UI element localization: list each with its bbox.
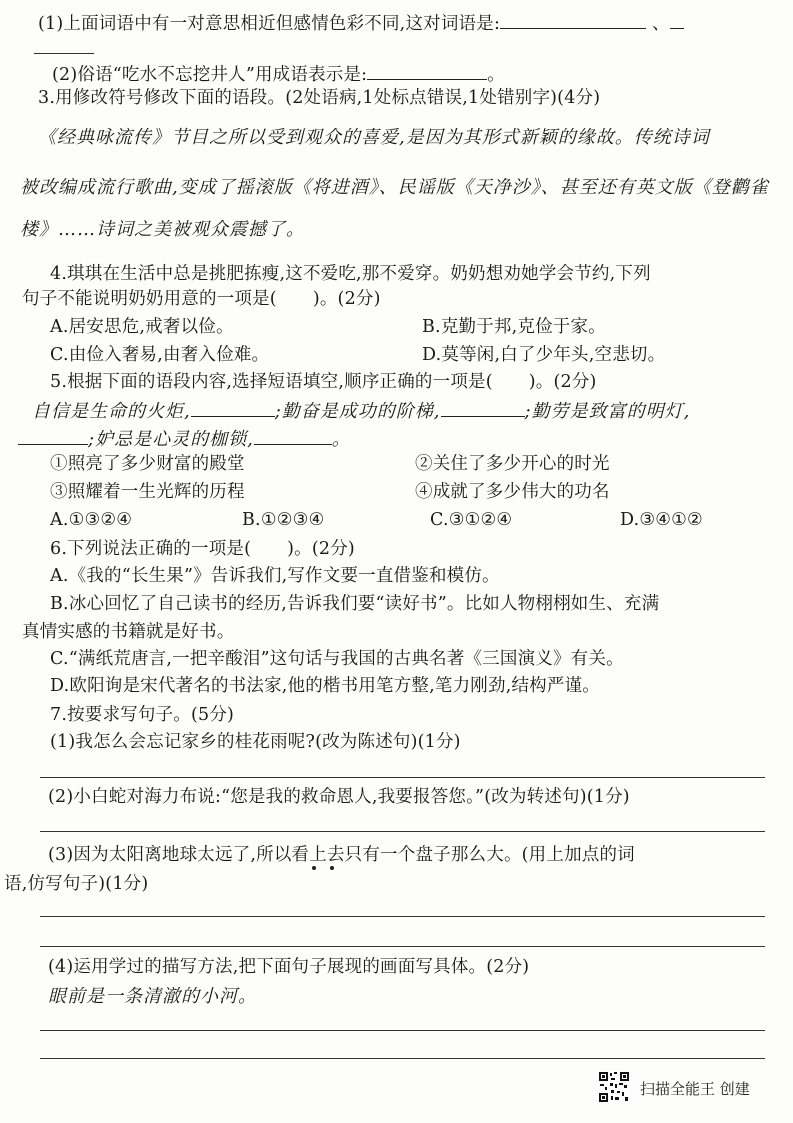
- synonym-question: (1)上面词语中有一对意思相近但感情色彩不同,这对词语是: 、: [38, 10, 684, 36]
- q7-sub4-sentence: 眼前是一条清澈的小河。: [48, 986, 257, 1007]
- q5-passage-line: ;妒忌是心灵的枷锁, 。: [18, 426, 351, 452]
- q5-passage-line: 自信是生命的火炬, ;勤奋是成功的阶梯, ;勤劳是致富的明灯,: [32, 398, 690, 424]
- q6-option-a: A.《我的“长生果”》告诉我们,写作文要一直借鉴和模仿。: [50, 566, 500, 586]
- q5-option-b: B.①②③④: [242, 510, 325, 530]
- q4-option-d: D.莫等闲,白了少年头,空悲切。: [422, 345, 666, 365]
- q4-prompt-line2: 句子不能说明奶奶用意的一项是( )。(2分): [22, 289, 381, 309]
- footer-watermark: 扫描全能王 创建: [640, 1080, 750, 1098]
- q5-phrase: ②关住了多少开心的时光: [415, 454, 610, 474]
- q4-option-c: C.由俭入奢易,由奢入俭难。: [50, 345, 270, 365]
- q7-sub4: (4)运用学过的描写方法,把下面句子展现的画面写具体。(2分): [48, 957, 530, 977]
- emphasis-dot: [312, 866, 316, 870]
- qr-code-icon: [598, 1071, 630, 1103]
- q3-passage-line: 《经典咏流传》节目之所以受到观众的喜爱,是因为其形式新颖的缘故。传统诗词: [38, 127, 710, 148]
- answer-line[interactable]: [34, 53, 94, 54]
- q7-prompt: 7.按要求写句子。(5分): [50, 705, 235, 725]
- answer-blank[interactable]: [367, 61, 487, 80]
- q4-option-b: B.克勤于邦,克俭于家。: [422, 317, 606, 337]
- q7-sub3-cont: 语,仿写句子)(1分): [4, 874, 149, 894]
- q3-passage-line: 被改编成流行歌曲,变成了摇滚版《将进酒》、民谣版《天净沙》、甚至还有英文版《登鹳雀: [20, 177, 769, 198]
- q5-prompt: 5.根据下面的语段内容,选择短语填空,顺序正确的一项是( )。(2分): [50, 372, 597, 392]
- answer-blank[interactable]: [441, 398, 525, 417]
- q5-phrase: ①照亮了多少财富的殿堂: [50, 454, 245, 474]
- answer-line[interactable]: [40, 1058, 765, 1059]
- q6-option-c: C.“满纸荒唐言,一把辛酸泪”这句话与我国的古典名著《三国演义》有关。: [50, 649, 624, 669]
- q7-sub1: (1)我怎么会忘记家乡的桂花雨呢?(改为陈述句)(1分): [50, 732, 461, 752]
- q7-sub3: (3)因为太阳离地球太远了,所以看上去只有一个盘子那么大。(用上加点的词: [48, 845, 635, 865]
- q5-option-c: C.③①②④: [430, 510, 513, 530]
- answer-line[interactable]: [40, 831, 765, 832]
- answer-line[interactable]: [40, 1030, 765, 1031]
- answer-line[interactable]: [40, 946, 765, 947]
- q5-phrase: ③照耀着一生光辉的历程: [50, 482, 245, 502]
- q4-option-a: A.居安思危,戒奢以俭。: [50, 317, 234, 337]
- q6-option-b: B.冰心回忆了自己读书的经历,告诉我们要“读好书”。比如人物栩栩如生、充满: [50, 594, 660, 614]
- q3-prompt: 3.用修改符号修改下面的语段。(2处语病,1处标点错误,1处错别字)(4分): [38, 88, 601, 108]
- q4-prompt: 4.琪琪在生活中总是挑肥拣瘦,这不爱吃,那不爱穿。奶奶想劝她学会节约,下列: [50, 264, 651, 284]
- answer-line[interactable]: [40, 916, 765, 917]
- q7-sub2: (2)小白蛇对海力布说:“您是我的救命恩人,我要报答您。”(改为转述句)(1分): [48, 787, 630, 807]
- answer-blank[interactable]: [500, 10, 646, 29]
- answer-blank[interactable]: [18, 426, 88, 445]
- answer-blank[interactable]: [670, 10, 684, 29]
- q5-option-d: D.③④①②: [620, 510, 703, 530]
- q6-option-d: D.欧阳询是宋代著名的书法家,他的楷书用笔方整,笔力刚劲,结构严谨。: [50, 676, 600, 696]
- answer-blank[interactable]: [254, 426, 332, 445]
- q5-phrase: ④成就了多少伟大的功名: [415, 482, 610, 502]
- q6-option-b-cont: 真情实感的书籍就是好书。: [22, 622, 235, 642]
- answer-line[interactable]: [40, 777, 765, 778]
- q6-prompt: 6.下列说法正确的一项是( )。(2分): [50, 539, 355, 559]
- q3-passage-line: 楼》……诗词之美被观众震撼了。: [20, 219, 305, 240]
- q5-option-a: A.①③②④: [50, 510, 133, 530]
- emphasis-dot: [330, 866, 334, 870]
- idiom-question: (2)俗语“吃水不忘挖井人”用成语表示是: 。: [52, 61, 505, 87]
- answer-blank[interactable]: [191, 398, 275, 417]
